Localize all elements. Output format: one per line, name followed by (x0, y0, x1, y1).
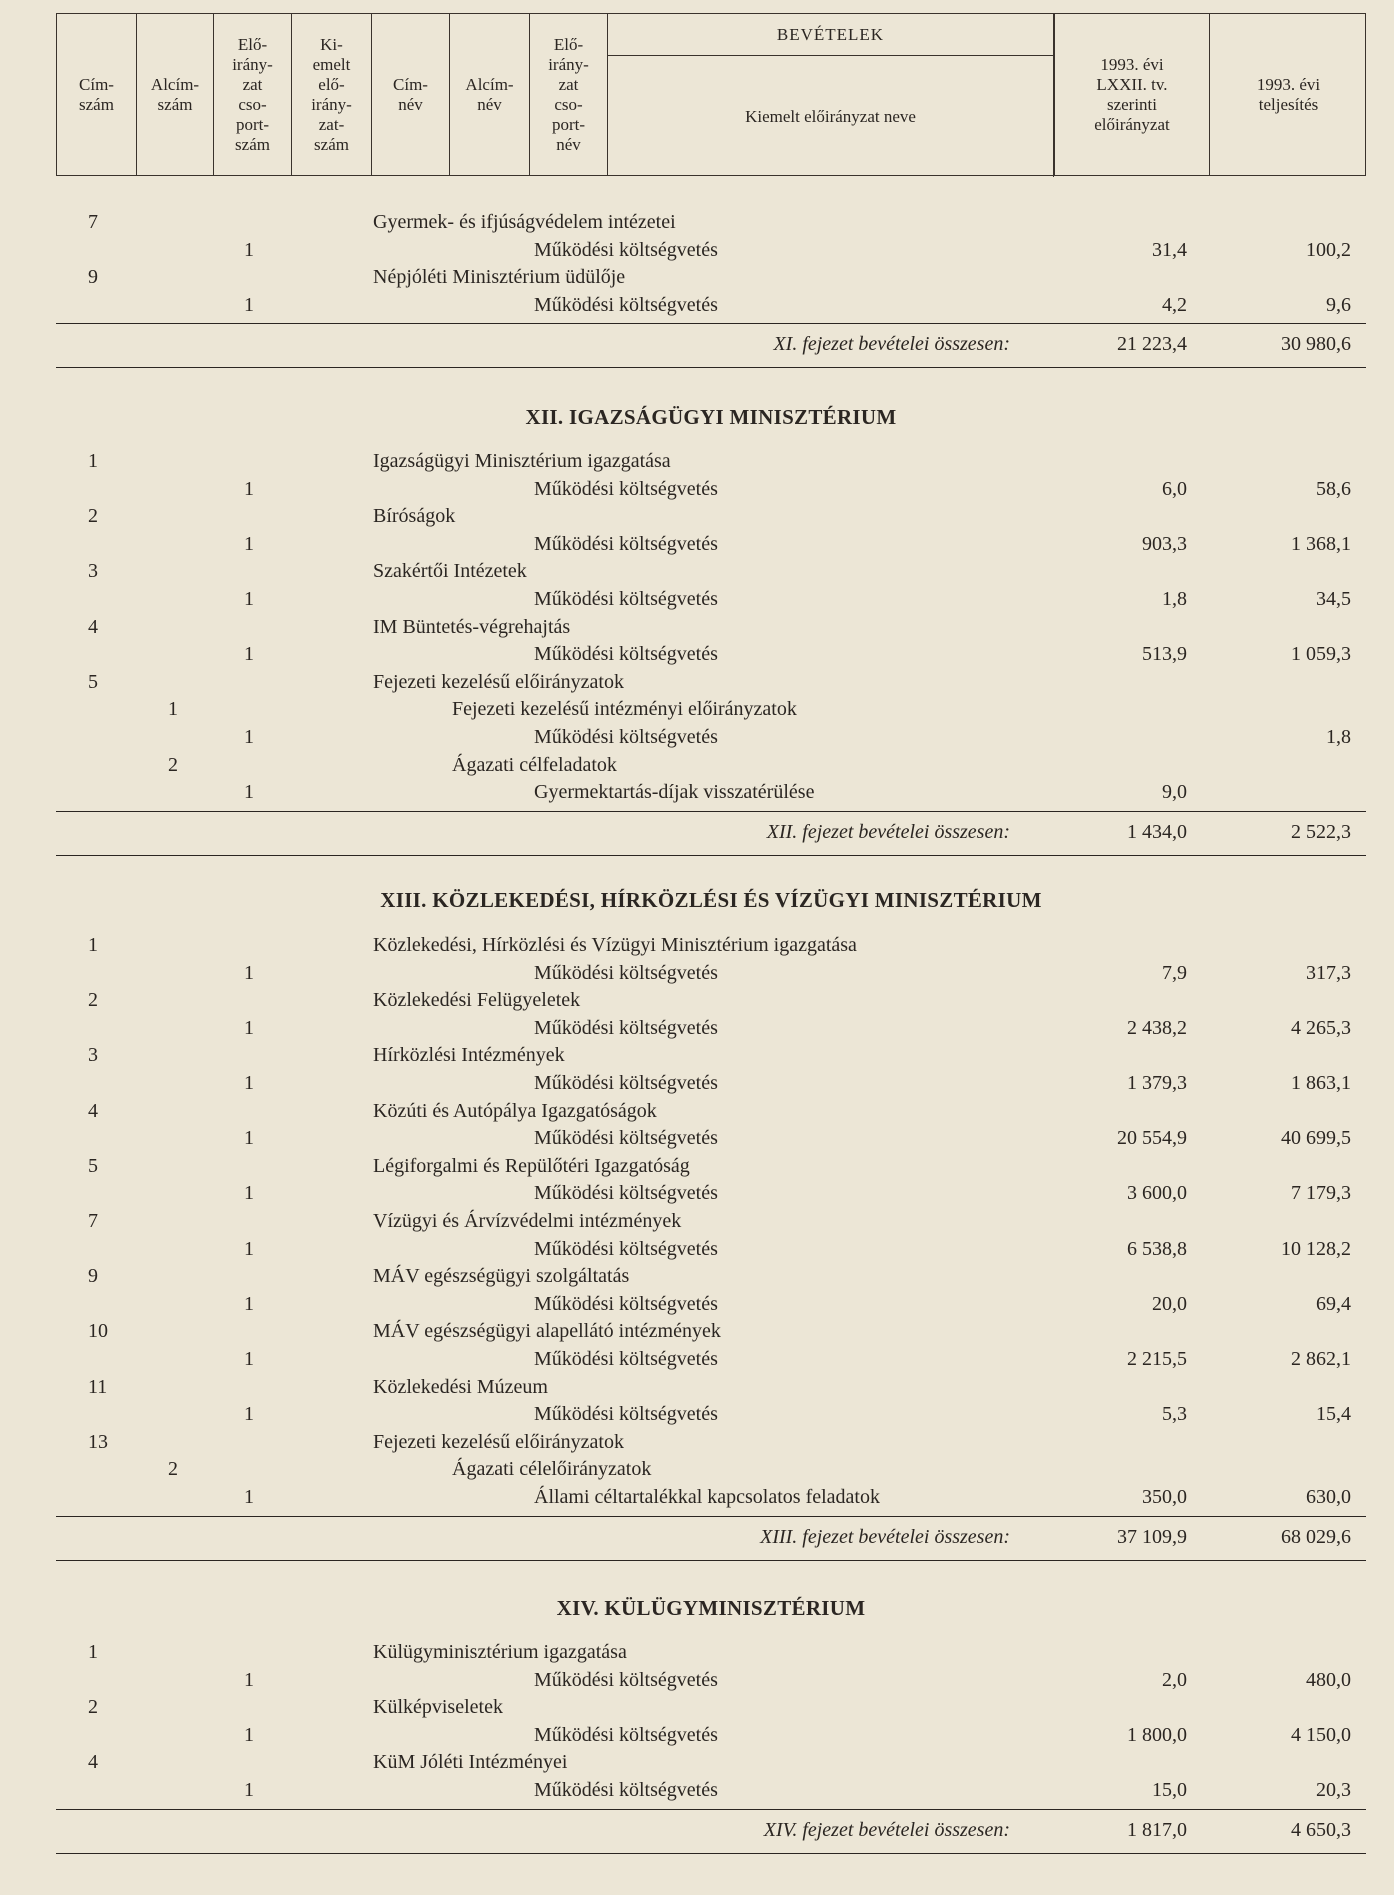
row-name: Állami céltartalékkal kapcsolatos feladatok (534, 1486, 880, 1508)
divider-line (56, 1809, 1366, 1810)
table-row (0, 1153, 1394, 1179)
eloiranyzat-csoport-szam: 1 (244, 1668, 254, 1691)
section-title: XIV. KÜLÜGYMINISZTÉRIUM (556, 1596, 866, 1620)
value-1993-tv: 20,0 (1152, 1292, 1187, 1315)
row-name: Működési költségvetés (534, 1403, 718, 1426)
row-name: Bíróságok (373, 505, 456, 528)
eloiranyzat-csoport-szam: 1 (244, 726, 254, 748)
value-1993-tv: 4,2 (1162, 293, 1187, 316)
value-1993-teljesites: 9,6 (1326, 293, 1351, 316)
row-name: Ágazati célelőirányzatok (452, 1458, 652, 1481)
cim-szam: 4 (88, 615, 98, 638)
table-row (0, 1125, 1394, 1151)
total-label: XII. fejezet bevételei összesen: (766, 820, 1010, 843)
table-row (0, 1318, 1394, 1344)
total-1993-tv: 1 434,0 (1127, 820, 1187, 843)
cim-szam: 7 (88, 1210, 98, 1232)
row-name: Külügyminisztérium igazgatása (373, 1641, 627, 1663)
alcim-szam: 2 (168, 753, 178, 776)
row-name: Működési költségvetés (534, 1723, 718, 1746)
header-cim-nev: Cím- név (372, 14, 450, 175)
cim-szam: 5 (88, 1154, 98, 1177)
cim-szam: 2 (88, 505, 98, 528)
row-name: Külképviseletek (373, 1696, 503, 1719)
eloiranyzat-csoport-szam: 1 (244, 1016, 254, 1039)
value-1993-tv: 3 600,0 (1127, 1182, 1187, 1205)
table-row (0, 1484, 1394, 1510)
table-row (0, 209, 1394, 235)
total-row (0, 819, 1394, 845)
eloiranyzat-csoport-szam: 1 (244, 588, 254, 610)
table-row (0, 476, 1394, 502)
divider-line (56, 855, 1366, 856)
table-row (0, 1291, 1394, 1317)
row-name: Közlekedési Felügyeletek (373, 989, 581, 1012)
table-header (56, 13, 1366, 176)
row-name: Működési költségvetés (534, 1127, 718, 1150)
row-name: Fejezeti kezelésű intézményi előirányzatok (452, 698, 797, 721)
eloiranyzat-csoport-szam: 1 (244, 1486, 254, 1508)
row-name: Közlekedési Múzeum (373, 1375, 548, 1398)
row-name: Működési költségvetés (534, 1182, 718, 1205)
cim-szam: 13 (88, 1430, 108, 1453)
cim-szam: 4 (88, 1751, 98, 1774)
header-cim-szam: Cím- szám (57, 14, 137, 175)
table-row (0, 1749, 1394, 1775)
row-name: Működési költségvetés (534, 1348, 718, 1370)
eloiranyzat-csoport-szam: 1 (244, 1127, 254, 1150)
row-name: Igazságügyi Minisztérium igazgatása (373, 450, 671, 472)
table-row (0, 1667, 1394, 1693)
row-name: Működési költségvetés (534, 293, 718, 316)
table-row (0, 1263, 1394, 1289)
eloiranyzat-csoport-szam: 1 (244, 1182, 254, 1205)
total-1993-tv: 21 223,4 (1117, 333, 1187, 356)
total-row (0, 1524, 1394, 1550)
divider-line (56, 811, 1366, 812)
value-1993-tv: 7,9 (1162, 961, 1187, 984)
table-row (0, 264, 1394, 290)
value-1993-teljesites: 4 265,3 (1291, 1016, 1351, 1039)
eloiranyzat-csoport-szam: 1 (244, 477, 254, 500)
row-name: Működési költségvetés (534, 532, 718, 555)
value-1993-tv: 31,4 (1152, 238, 1187, 261)
row-name: KüM Jóléti Intézményei (373, 1751, 568, 1774)
header-bevetelek: BEVÉTELEK (608, 14, 1054, 56)
table-row (0, 1722, 1394, 1748)
value-1993-teljesites: 1 863,1 (1291, 1072, 1351, 1094)
value-1993-teljesites: 10 128,2 (1281, 1237, 1351, 1260)
row-name: MÁV egészségügyi szolgáltatás (373, 1265, 630, 1288)
row-name: Hírközlési Intézmények (373, 1044, 565, 1067)
row-name: Működési költségvetés (534, 238, 718, 261)
value-1993-tv: 1 379,3 (1127, 1072, 1187, 1094)
value-1993-tv: 9,0 (1162, 781, 1187, 804)
total-row (0, 331, 1394, 357)
value-1993-teljesites: 69,4 (1316, 1292, 1351, 1315)
row-name: Szakértői Intézetek (373, 560, 527, 583)
table-row (0, 1180, 1394, 1206)
alcim-szam: 2 (168, 1458, 178, 1481)
cim-szam: 3 (88, 560, 98, 583)
total-label: XIII. fejezet bevételei összesen: (760, 1525, 1010, 1548)
table-row (0, 960, 1394, 986)
row-name: Közúti és Autópálya Igazgatóságok (373, 1099, 657, 1122)
row-name: Működési költségvetés (534, 588, 718, 610)
cim-szam: 5 (88, 670, 98, 693)
value-1993-teljesites: 20,3 (1316, 1779, 1351, 1801)
total-1993-teljesites: 4 650,3 (1291, 1818, 1351, 1841)
header-kiemelt-eloiranyzat-szam: Ki- emelt elő- irány- zat- szám (292, 14, 372, 175)
header-alcim-szam: Alcím- szám (137, 14, 214, 175)
row-name: Közlekedési, Hírközlési és Vízügyi Minisztérium igazgatása (373, 934, 857, 956)
section-title: XIII. KÖZLEKEDÉSI, HÍRKÖZLÉSI ÉS VÍZÜGYI MINISZTÉRIUM (380, 888, 1042, 912)
eloiranyzat-csoport-szam: 1 (244, 1348, 254, 1370)
table-row (0, 1429, 1394, 1455)
row-name: Működési költségvetés (534, 1292, 718, 1315)
eloiranyzat-csoport-szam: 1 (244, 532, 254, 555)
row-name: Működési költségvetés (534, 1779, 718, 1801)
header-eloiranyzat-csoport-szam: Elő- irány- zat cso- port- szám (214, 14, 292, 175)
cim-szam: 9 (88, 266, 98, 289)
table-row (0, 558, 1394, 584)
row-name: Gyermek- és ifjúságvédelem intézetei (373, 211, 676, 233)
row-name: Működési költségvetés (534, 1072, 718, 1094)
section-title: XII. IGAZSÁGÜGYI MINISZTÉRIUM (525, 405, 897, 429)
table-row (0, 586, 1394, 612)
value-1993-teljesites: 34,5 (1316, 588, 1351, 610)
row-name: Vízügyi és Árvízvédelmi intézmények (373, 1210, 682, 1232)
total-label: XI. fejezet bevételei összesen: (773, 333, 1010, 356)
row-name: Fejezeti kezelésű előirányzatok (373, 1430, 624, 1453)
eloiranyzat-csoport-szam: 1 (244, 293, 254, 316)
table-row (0, 448, 1394, 474)
cim-szam: 3 (88, 1044, 98, 1067)
value-1993-teljesites: 7 179,3 (1291, 1182, 1351, 1205)
table-row (0, 1456, 1394, 1482)
divider-line (56, 323, 1366, 324)
eloiranyzat-csoport-szam: 1 (244, 1072, 254, 1094)
table-row (0, 614, 1394, 640)
row-name: Népjóléti Minisztérium üdülője (373, 266, 626, 289)
table-row (0, 1208, 1394, 1234)
total-1993-tv: 37 109,9 (1117, 1525, 1187, 1548)
total-1993-tv: 1 817,0 (1127, 1818, 1187, 1841)
table-row (0, 1042, 1394, 1068)
row-name: Működési költségvetés (534, 1668, 718, 1691)
row-name: Működési költségvetés (534, 1016, 718, 1039)
value-1993-tv: 15,0 (1152, 1779, 1187, 1801)
value-1993-tv: 5,3 (1162, 1403, 1187, 1426)
table-row (0, 1070, 1394, 1096)
cim-szam: 2 (88, 1696, 98, 1719)
eloiranyzat-csoport-szam: 1 (244, 961, 254, 984)
cim-szam: 7 (88, 211, 98, 233)
row-name: Működési költségvetés (534, 477, 718, 500)
total-1993-teljesites: 2 522,3 (1291, 820, 1351, 843)
table-row (0, 1236, 1394, 1262)
header-alcim-nev: Alcím- név (450, 14, 530, 175)
table-row (0, 1639, 1394, 1665)
eloiranyzat-csoport-szam: 1 (244, 1779, 254, 1801)
value-1993-tv: 6,0 (1162, 477, 1187, 500)
value-1993-tv: 1 800,0 (1127, 1723, 1187, 1746)
value-1993-teljesites: 630,0 (1306, 1486, 1351, 1508)
value-1993-teljesites: 1 059,3 (1291, 643, 1351, 666)
eloiranyzat-csoport-szam: 1 (244, 781, 254, 804)
value-1993-tv: 1,8 (1162, 588, 1187, 610)
table-row (0, 237, 1394, 263)
table-row (0, 932, 1394, 958)
value-1993-tv: 2,0 (1162, 1668, 1187, 1691)
value-1993-teljesites: 15,4 (1316, 1403, 1351, 1426)
row-name: Gyermektartás-díjak visszatérülése (534, 781, 815, 804)
eloiranyzat-csoport-szam: 1 (244, 1292, 254, 1315)
eloiranyzat-csoport-szam: 1 (244, 643, 254, 666)
total-label: XIV. fejezet bevételei összesen: (763, 1818, 1010, 1841)
header-eloiranyzat-csoport-nev: Elő- irány- zat cso- port- név (530, 14, 608, 175)
divider-line (56, 1516, 1366, 1517)
row-name: Működési költségvetés (534, 643, 718, 666)
value-1993-teljesites: 1 368,1 (1291, 532, 1351, 555)
table-row (0, 752, 1394, 778)
divider-line (56, 1853, 1366, 1854)
value-1993-teljesites: 58,6 (1316, 477, 1351, 500)
table-row (0, 531, 1394, 557)
eloiranyzat-csoport-szam: 1 (244, 1403, 254, 1426)
row-name: Működési költségvetés (534, 726, 718, 748)
value-1993-tv: 2 215,5 (1127, 1348, 1187, 1370)
eloiranyzat-csoport-szam: 1 (244, 1237, 254, 1260)
row-name: Működési költségvetés (534, 1237, 718, 1260)
cim-szam: 10 (88, 1320, 108, 1343)
table-row (0, 724, 1394, 750)
value-1993-tv: 20 554,9 (1117, 1127, 1187, 1150)
header-1993-tv: 1993. évi LXXII. tv. szerinti előirányzat (1054, 14, 1210, 175)
table-row (0, 292, 1394, 318)
total-1993-teljesites: 68 029,6 (1281, 1525, 1351, 1548)
cim-szam: 1 (88, 1641, 98, 1663)
table-row (0, 669, 1394, 695)
value-1993-teljesites: 40 699,5 (1281, 1127, 1351, 1150)
table-row (0, 1346, 1394, 1372)
table-row (0, 987, 1394, 1013)
value-1993-tv: 350,0 (1142, 1486, 1187, 1508)
table-row (0, 641, 1394, 667)
value-1993-teljesites: 480,0 (1306, 1668, 1351, 1691)
row-name: Légiforgalmi és Repülőtéri Igazgatóság (373, 1154, 690, 1177)
alcim-szam: 1 (168, 698, 178, 721)
table-row (0, 779, 1394, 805)
value-1993-teljesites: 317,3 (1306, 961, 1351, 984)
value-1993-teljesites: 4 150,0 (1291, 1723, 1351, 1746)
value-1993-tv: 2 438,2 (1127, 1016, 1187, 1039)
cim-szam: 4 (88, 1099, 98, 1122)
row-name: IM Büntetés-végrehajtás (373, 615, 571, 638)
table-row (0, 1098, 1394, 1124)
row-name: Ágazati célfeladatok (452, 753, 617, 776)
header-kiemelt-eloiranyzat-neve: Kiemelt előirányzat neve (608, 56, 1054, 177)
table-row (0, 1374, 1394, 1400)
divider-line (56, 367, 1366, 368)
value-1993-teljesites: 2 862,1 (1291, 1348, 1351, 1370)
header-1993-teljesites: 1993. évi teljesítés (1256, 74, 1321, 114)
value-1993-teljesites: 100,2 (1306, 238, 1351, 261)
total-row (0, 1817, 1394, 1843)
divider-line (56, 1560, 1366, 1561)
cim-szam: 11 (88, 1375, 108, 1398)
table-row (0, 1777, 1394, 1803)
value-1993-tv: 903,3 (1142, 532, 1187, 555)
table-row (0, 1694, 1394, 1720)
table-row (0, 696, 1394, 722)
table-row (0, 1015, 1394, 1041)
row-name: MÁV egészségügyi alapellátó intézmények (373, 1320, 721, 1343)
cim-szam: 1 (88, 934, 98, 956)
table-row (0, 1401, 1394, 1427)
value-1993-tv: 6 538,8 (1127, 1237, 1187, 1260)
value-1993-teljesites: 1,8 (1326, 726, 1351, 748)
value-1993-tv: 513,9 (1142, 643, 1187, 666)
eloiranyzat-csoport-szam: 1 (244, 238, 254, 261)
cim-szam: 2 (88, 989, 98, 1012)
table-row (0, 503, 1394, 529)
row-name: Működési költségvetés (534, 961, 718, 984)
total-1993-teljesites: 30 980,6 (1281, 333, 1351, 356)
row-name: Fejezeti kezelésű előirányzatok (373, 670, 624, 693)
cim-szam: 9 (88, 1265, 98, 1288)
cim-szam: 1 (88, 450, 98, 472)
eloiranyzat-csoport-szam: 1 (244, 1723, 254, 1746)
